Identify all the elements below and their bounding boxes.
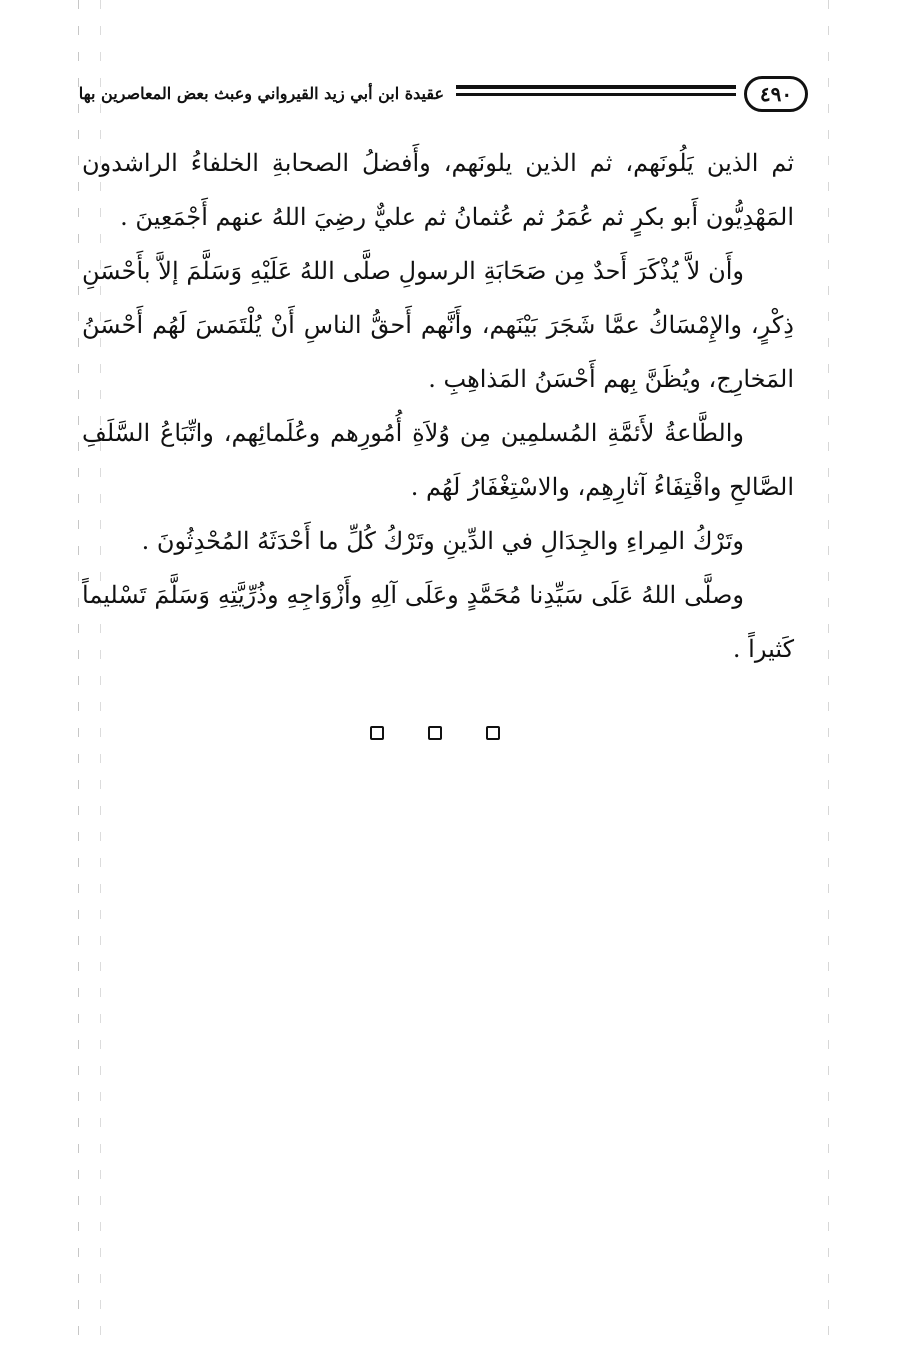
paragraph-2: وأَن لاَّ يُذْكَرَ أَحدٌ مِن صَحَابَةِ الرسولِ صلَّى اللهُ عَلَيْهِ وَسَلَّمَ إلاَّ بأَحْسَنِ ذِكْرٍ، والإِمْسَاكُ عمَّا شَجَرَ بَيْنَهم، وأَنَّهم أَحقُّ الناسِ أَنْ يُلْتَمَسَ لَهُم أَحْسَنُ المَخارِج، ويُظَنَّ بِهم أَحْسَنُ المَذاهِبِ . (82, 257, 794, 393)
page-body (82, 136, 794, 676)
scan-artifact (78, 0, 79, 1349)
header-rule (456, 85, 736, 95)
scan-artifact (828, 0, 829, 1349)
square-icon (486, 726, 500, 740)
page-header (78, 72, 808, 118)
running-title: عقيدة ابن أبي زيد القيرواني وعبث بعض المعاصرين بها (78, 84, 444, 103)
square-icon (370, 726, 384, 740)
paragraph-4: وتَرْكُ المِراءِ والجِدَالِ في الدِّينِ وتَرْكُ كُلِّ ما أَحْدَثَهُ المُحْدِثُونَ . (141, 527, 744, 555)
paragraph-5: وصلَّى اللهُ عَلَى سَيِّدِنا مُحَمَّدٍ وعَلَى آلِهِ وأَزْوَاجِهِ وذُرِّيَّتِهِ وَسَلَّمَ تَسْليماً كَثيراً . (82, 581, 794, 663)
paragraph-3: والطَّاعةُ لأَئمَّةِ المُسلمِين مِن وُلاَةِ أُمُورِهم وعُلَمائِهم، واتِّبَاعُ السَّلَفِ الصَّالحِ واقْتِفَاءُ آثارِهِم، والاسْتِغْفَارُ لَهُم . (82, 419, 794, 501)
square-icon (428, 726, 442, 740)
page-number: ٤٩٠ (744, 76, 808, 112)
section-end-ornament (370, 722, 500, 744)
paragraph-1: ثم الذين يَلُونَهم، ثم الذين يلونَهم، وأَفضلُ الصحابةِ الخلفاءُ الراشدون المَهْدِيُّون أَبو بكرٍ ثم عُمَرُ ثم عُثمانُ ثم عليٌّ رضِيَ اللهُ عنهم أَجْمَعِينَ . (82, 149, 794, 231)
